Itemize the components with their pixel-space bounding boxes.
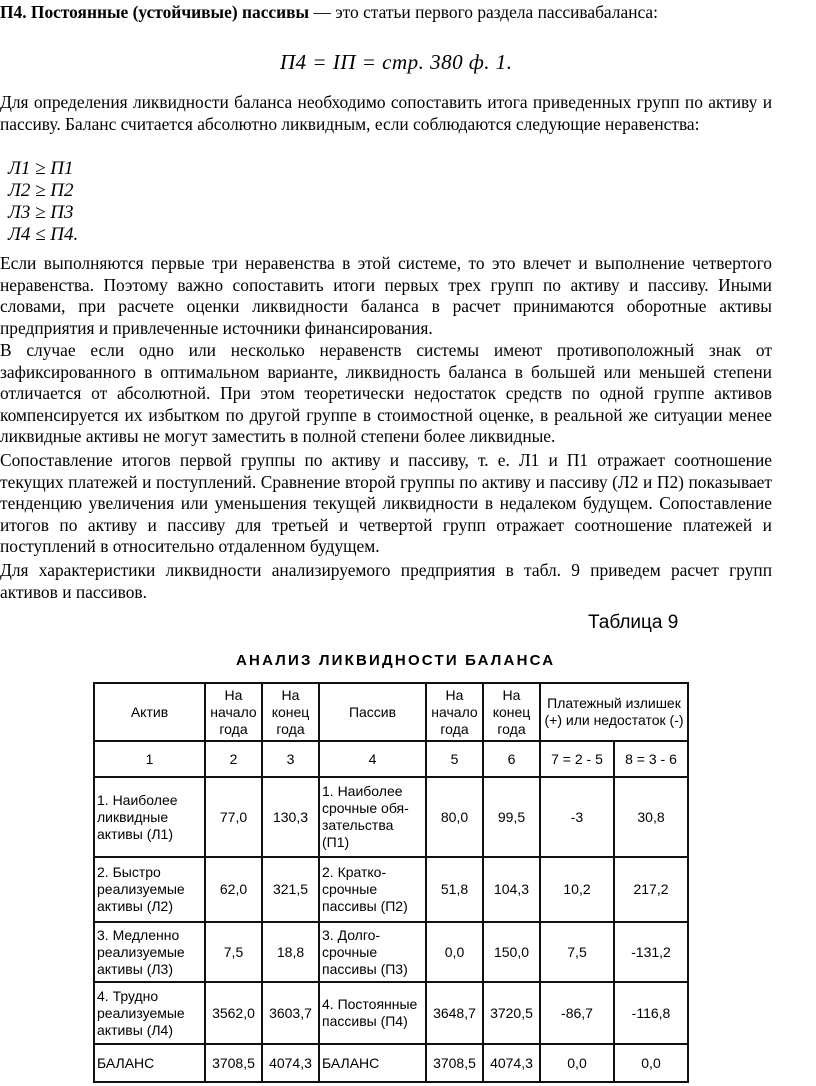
aktiv-end-value: 3603,7	[262, 982, 319, 1044]
table-row	[94, 922, 688, 982]
aktiv-start-value: 7,5	[205, 922, 262, 982]
aktiv-end-value: 18,8	[262, 922, 319, 982]
header-passiv: Пассив	[319, 683, 426, 741]
passiv-end-value: 3720,5	[483, 982, 540, 1044]
passiv-name: 2. Кратко-срочные пассивы (П2)	[319, 857, 426, 922]
header-aktiv-start: На начало года	[205, 683, 262, 741]
col-number: 4	[319, 741, 426, 777]
aktiv-end-value: 4074,3	[262, 1044, 319, 1082]
difference-end: 30,8	[614, 777, 688, 857]
passiv-start-value: 0,0	[426, 922, 483, 982]
difference-start: -3	[540, 777, 614, 857]
aktiv-start-value: 77,0	[205, 777, 262, 857]
difference-end: 0,0	[614, 1044, 688, 1082]
table-row	[94, 777, 688, 857]
aktiv-start-value: 62,0	[205, 857, 262, 922]
paragraph-comparison: Сопоставление итогов первой группы по активу и пассиву, т. е. Л1 и П1 отражает соотношение текущих платежей и поступлений. Сравнение второй группы по активу и пассиву (Л2 и П2) показывает тенденцию увеличения или уменьшения текущей ликвидности в недалеком будущем. Сопоставление итогов по активу и пассиву для третьей и четвертой групп отражает соотношение платежей и поступлений в относительно отдаленном будущем.	[0, 450, 772, 557]
header-passiv-end: На конец года	[483, 683, 540, 741]
difference-end: -116,8	[614, 982, 688, 1044]
passiv-name: 3. Долго-срочные пассивы (П3)	[319, 922, 426, 982]
difference-start: 0,0	[540, 1044, 614, 1082]
aktiv-start-value: 3708,5	[205, 1044, 262, 1082]
passiv-end-value: 104,3	[483, 857, 540, 922]
difference-start: -86,7	[540, 982, 614, 1044]
aktiv-name: 3. Медленно реализуемые активы (Л3)	[94, 922, 205, 982]
table-row-total	[94, 1044, 688, 1082]
intro-definition: — это статьи первого раздела пассивабаланса:	[309, 2, 658, 22]
intro-line	[0, 2, 790, 23]
table-header-row	[94, 683, 688, 741]
aktiv-name: 2. Быстро реализуемые активы (Л2)	[94, 857, 205, 922]
aktiv-end-value: 321,5	[262, 857, 319, 922]
col-number: 5	[426, 741, 483, 777]
aktiv-name: 1. Наиболее ликвидные активы (Л1)	[94, 777, 205, 857]
passiv-start-value: 3708,5	[426, 1044, 483, 1082]
paragraph-first-three: Если выполняются первые три неравенства в этой системе, то это влечет и выполнение четвертого неравенства. Поэтому важно сопоставить итоги первых трех групп по активу и пассиву. Иными словами, при расчете оценки ликвидности баланса в расчет принимаются оборотные активы предприятия и привлеченные источники финансирования.	[0, 253, 772, 338]
col-number: 2	[205, 741, 262, 777]
header-aktiv-end: На конец года	[262, 683, 319, 741]
passiv-start-value: 80,0	[426, 777, 483, 857]
table-caption: Таблица 9	[588, 612, 679, 633]
difference-end: -131,2	[614, 922, 688, 982]
table-title: АНАЛИЗ ЛИКВИДНОСТИ БАЛАНСА	[236, 652, 556, 669]
col-number: 8 = 3 - 6	[614, 741, 688, 777]
col-number: 6	[483, 741, 540, 777]
table-row	[94, 857, 688, 922]
passiv-end-value: 99,5	[483, 777, 540, 857]
inequality-3: Л3 ≥ П3	[8, 202, 74, 223]
passiv-end-value: 4074,3	[483, 1044, 540, 1082]
aktiv-end-value: 130,3	[262, 777, 319, 857]
passiv-start-value: 51,8	[426, 857, 483, 922]
inequality-2: Л2 ≥ П2	[8, 180, 74, 201]
difference-start: 10,2	[540, 857, 614, 922]
passiv-name: 1. Наиболее срочные обя-зательства (П1)	[319, 777, 426, 857]
inequality-1: Л1 ≥ П1	[8, 158, 74, 179]
passiv-start-value: 3648,7	[426, 982, 483, 1044]
difference-start: 7,5	[540, 922, 614, 982]
table-column-numbers-row	[94, 741, 688, 777]
col-number: 1	[94, 741, 205, 777]
aktiv-total-label: БАЛАНС	[94, 1044, 205, 1082]
col-number: 3	[262, 741, 319, 777]
passiv-total-label: БАЛАНС	[319, 1044, 426, 1082]
inequality-4: Л4 ≤ П4.	[8, 224, 79, 245]
paragraph-liquidity-definition: Для определения ликвидности баланса необходимо сопоставить итога приведенных групп по активу и пассиву. Баланс считается абсолютно ликвидным, если соблюдаются следующие неравенства:	[0, 92, 772, 134]
header-passiv-start: На начало года	[426, 683, 483, 741]
aktiv-start-value: 3562,0	[205, 982, 262, 1044]
header-payment-surplus: Платежный излишек (+) или недостаток (-)	[540, 683, 688, 741]
formula: П4 = IП = стр. 380 ф. 1.	[280, 50, 513, 74]
passiv-name: 4. Постоянные пассивы (П4)	[319, 982, 426, 1044]
col-number: 7 = 2 - 5	[540, 741, 614, 777]
difference-end: 217,2	[614, 857, 688, 922]
liquidity-table	[93, 682, 689, 1083]
intro-term: П4. Постоянные (устойчивые) пассивы	[0, 2, 310, 22]
header-aktiv: Актив	[94, 683, 205, 741]
aktiv-name: 4. Трудно реализуемые активы (Л4)	[94, 982, 205, 1044]
inequality-list	[8, 158, 78, 246]
paragraph-opposite-sign: В случае если одно или несколько неравенств системы имеют противоположный знак от зафиксированного в оптимальном варианте, ликвидность баланса в большей или меньшей степени отличается от абсолютной. При этом теоретически недостаток средств по одной группе активов компенсируется их избытком по другой группе в стоимостной оценке, в реальной же ситуации менее ликвидные активы не могут заместить в полной степени более ликвидные.	[0, 340, 772, 447]
paragraph-table-intro: Для характеристики ликвидности анализируемого предприятия в табл. 9 приведем расчет групп активов и пассивов.	[0, 560, 772, 602]
table-row	[94, 982, 688, 1044]
passiv-end-value: 150,0	[483, 922, 540, 982]
